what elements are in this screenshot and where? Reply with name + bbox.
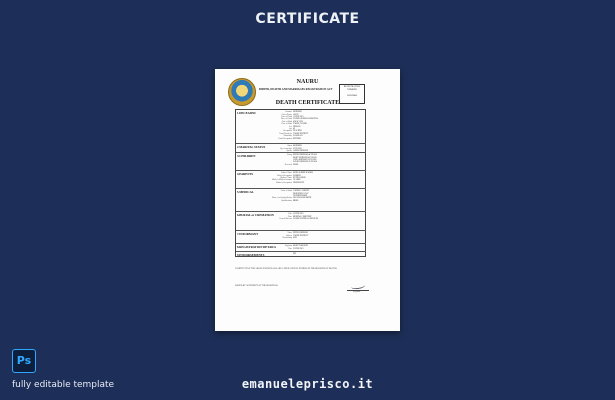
field-label: Father's Name	[281, 172, 292, 175]
field-label: Place	[287, 215, 292, 218]
field-value: SON	[293, 237, 297, 239]
field-value: ANNA JOHNSON 39 YEARS	[293, 159, 317, 161]
section-medical	[236, 188, 366, 202]
section-informant	[236, 230, 366, 239]
section-label: 7.INFORMANT	[237, 232, 259, 236]
field-value: MARRIED	[293, 145, 302, 148]
field-value: JOHNSON	[293, 111, 302, 114]
field-value: CLARKE	[293, 179, 301, 182]
field-value: 3 JUNE 2019	[293, 247, 304, 250]
field-value: 69	[293, 128, 295, 130]
field-value: ALICE	[293, 113, 299, 116]
section-label: 4.PARENTS	[237, 172, 254, 176]
field-value: JAMES JOHNSON	[293, 150, 309, 152]
section-label: 5.MEDICAL	[237, 190, 254, 194]
section-endorsements	[236, 251, 366, 257]
field-value: NAURUAN	[293, 135, 303, 138]
field-label: Age	[288, 128, 292, 130]
document-country: NAURU	[296, 79, 319, 85]
field-label: Father's Occupation	[276, 174, 292, 177]
section-registration	[236, 243, 366, 250]
field-value: TEACHER	[293, 130, 302, 133]
field-value: HYPERTENSION	[293, 195, 308, 197]
field-label: Mother's Name	[280, 177, 292, 179]
field-label: Mother's Occupation	[276, 181, 292, 184]
form-field	[236, 182, 366, 184]
registration-label: REGISTRATION NUMBER	[343, 86, 361, 91]
field-label: Qualifications	[281, 199, 292, 202]
section-label: 1.DECEASED	[237, 111, 256, 115]
certificate-document	[215, 69, 400, 331]
field-value: NIL	[293, 253, 297, 256]
page-title: CERTIFICATE	[255, 11, 360, 27]
field-label: Usual Residence	[279, 132, 292, 135]
certificate-form	[235, 109, 366, 257]
field-value: CARDIAC ARREST	[293, 190, 310, 193]
field-label: Deceased	[284, 163, 292, 166]
field-label: Date	[288, 213, 292, 216]
field-label: Date	[288, 247, 292, 250]
field-value: NAURU GENERAL HOSPITAL	[293, 118, 319, 121]
field-value: DR. WILLIAM SMITH	[293, 197, 312, 200]
tagline: fully editable template	[12, 380, 115, 390]
field-value: NONE	[293, 163, 299, 166]
field-label: Place of Death	[280, 118, 292, 121]
field-value: MBBS	[293, 199, 299, 202]
field-value: MARY TAMAKIN	[293, 245, 308, 248]
field-value: NAURU FUNERAL SERVICES	[293, 218, 319, 220]
field-value: MARY JOHNSON 42 YEARS	[293, 156, 317, 159]
website-link[interactable]: emanueleprisco.it	[241, 377, 374, 391]
field-label: Sex	[289, 125, 292, 128]
field-value: JOHN ALBERT HARRIS	[293, 172, 313, 175]
certification-statement: I CERTIFY THAT THE ABOVE PARTICULARS ARE A TRUE COPY OF ENTRIES IN THE REGISTER OF DEATHS	[235, 268, 337, 270]
field-label: Status	[287, 145, 292, 148]
field-value: YAREN DISTRICT	[293, 234, 309, 237]
authority-statement: ISSUED BY AUTHORITY OF THE REGISTRAR	[235, 285, 278, 287]
field-value: DURATION 1 DAY	[293, 192, 309, 195]
section-label: 6.BURIAL or CREMATION	[237, 213, 274, 217]
field-value: RETIRED	[293, 137, 301, 140]
section-label: 9.ENDORSEMENTS	[237, 253, 265, 257]
form-field	[236, 164, 366, 166]
field-value: 1 JUNE 2019	[293, 116, 304, 118]
field-label: Mother's Maiden Surname	[271, 179, 292, 182]
field-label: Given Names	[281, 113, 292, 116]
form-field	[236, 248, 366, 250]
field-label: Surname	[285, 111, 292, 114]
field-label: Nationality	[283, 135, 292, 138]
registration-number: 2019/0000	[347, 95, 357, 97]
section-label: 3.CHILDREN	[237, 154, 256, 158]
field-value: 25 YEARS	[293, 147, 302, 150]
field-label: Name	[287, 232, 292, 235]
field-label: Registrar	[285, 245, 292, 248]
field-label: Name of certifying Doctor	[271, 197, 292, 200]
field-label: Place of Birth	[281, 123, 292, 126]
field-label: Date of Death	[281, 116, 292, 118]
field-label: Address	[285, 234, 292, 237]
form-field	[236, 200, 366, 202]
field-value: HOUSEWIFE	[293, 181, 304, 184]
document-act: BIRTHS, DEATHS AND MARRIAGES REGISTRATION ACT	[259, 88, 333, 91]
field-value: RUTH HARRIS	[293, 177, 306, 179]
field-value: YAREN DISTRICT	[293, 132, 309, 135]
section-label: 8.REGISTRATION DETAILS	[237, 245, 277, 249]
field-label: Usual Occupation	[278, 137, 292, 140]
field-label: Spouse	[286, 150, 292, 152]
field-value: 4 MAY 1950	[293, 120, 303, 123]
section-burial	[236, 211, 366, 220]
field-value: PETER JOHNSON 44 YEARS	[293, 154, 317, 157]
signature-mark	[351, 282, 366, 290]
field-value: FARMER	[293, 174, 301, 177]
section-children	[236, 152, 366, 166]
section-parents	[236, 170, 366, 184]
photoshop-icon: Ps	[12, 349, 36, 373]
field-value: DAVID JOHNSON 36 YEARS	[293, 161, 317, 164]
form-field	[236, 138, 366, 140]
section-marital	[236, 143, 366, 152]
section-label: 2.MARITAL STATUS	[237, 145, 266, 149]
form-field	[236, 253, 366, 255]
field-label: Living	[286, 154, 292, 157]
field-value: MENENG CEMETERY	[293, 215, 312, 218]
field-label: Occupation	[283, 130, 292, 133]
field-value: YAREN, NAURU	[293, 123, 307, 126]
document-heading: DEATH CERTIFICATE	[275, 100, 340, 106]
field-label: Funeral Director	[279, 218, 292, 220]
field-label: Age at marriage	[279, 147, 292, 150]
field-label: Cause of death	[280, 190, 292, 193]
field-value: PETER JOHNSON	[293, 232, 308, 235]
field-label: Relationship	[282, 237, 292, 239]
signature-caption: Registrar	[353, 291, 361, 293]
field-label: Date of Birth	[282, 120, 292, 123]
field-value: 5 JUNE 2019	[293, 213, 304, 216]
field-value: FEMALE	[293, 125, 301, 128]
